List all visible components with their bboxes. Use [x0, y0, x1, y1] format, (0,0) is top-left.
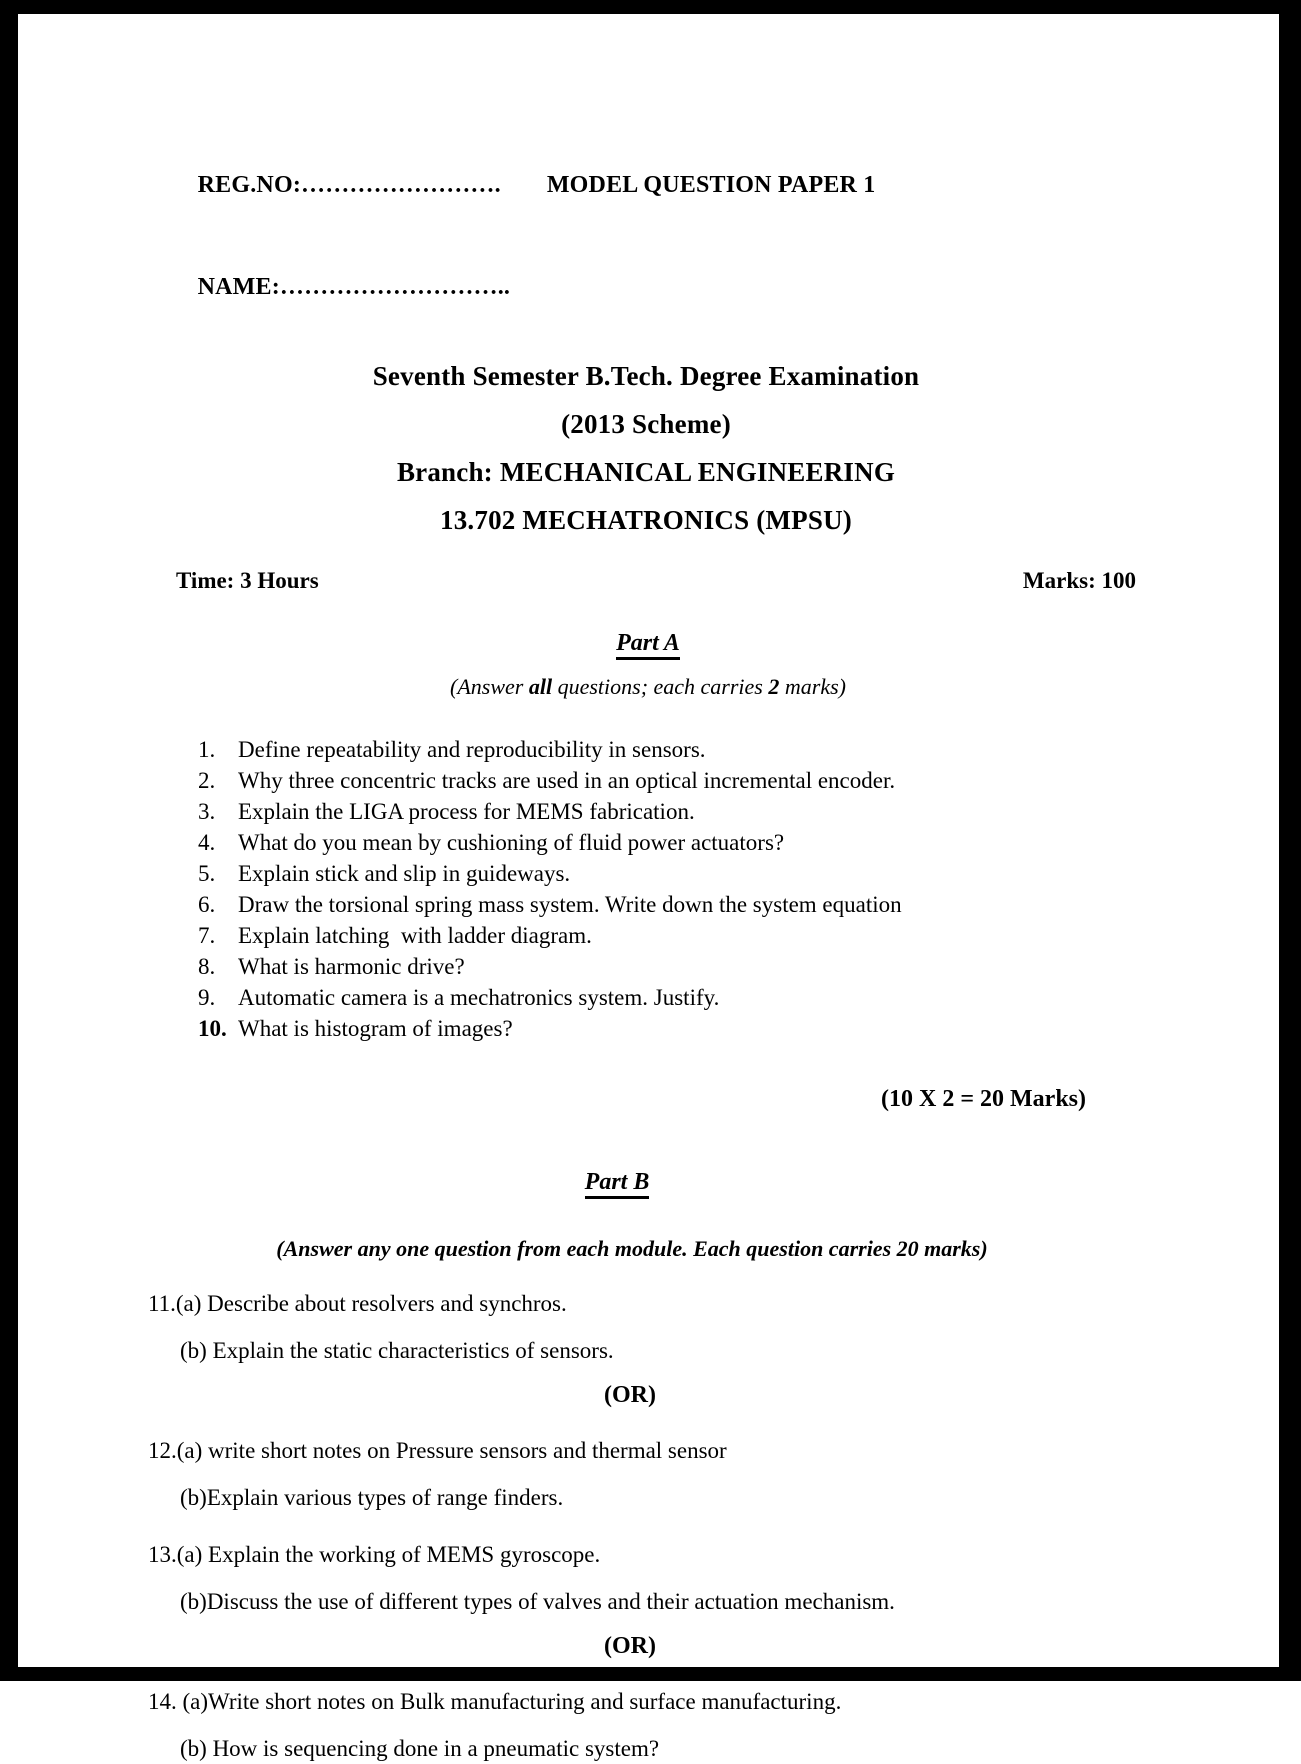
- time-marks-row: [148, 568, 1148, 594]
- part-b-question-item: 11.(a) Describe about resolvers and synchros.: [148, 1291, 567, 1316]
- part-b-question-item: (b)Explain various types of range finders.: [180, 1485, 564, 1510]
- question-text: Define repeatability and reproducibility in sensors.: [238, 737, 706, 762]
- course-title: 13.702 MECHATRONICS (MPSU): [440, 505, 852, 535]
- question-number: 5.: [198, 861, 216, 886]
- part-b-question-item: (b) Explain the static characteristics of sensors.: [180, 1338, 614, 1363]
- question-number: 8.: [198, 954, 216, 979]
- part-b-question-item: (b) How is sequencing done in a pneumatic system?: [180, 1736, 660, 1761]
- question-text: Explain the LIGA process for MEMS fabrication.: [238, 799, 695, 824]
- part-a-question-item: [148, 1013, 1148, 1044]
- part-a-question-item: [148, 796, 1148, 827]
- instruction-bold-marks: 2: [768, 674, 780, 699]
- part-a-question-list: [148, 734, 1148, 1044]
- part-a-question-item: [148, 982, 1148, 1013]
- branch-title: Branch: MECHANICAL ENGINEERING: [396, 457, 896, 487]
- question-text: What is harmonic drive?: [238, 954, 465, 979]
- part-b-heading: [148, 1169, 1148, 1196]
- document-content: [148, 134, 1148, 1764]
- name-row: [148, 236, 1148, 338]
- instruction-post: marks): [779, 674, 846, 699]
- model-question-paper-title: MODEL QUESTION PAPER 1: [546, 172, 876, 198]
- question-number: 7.: [198, 923, 216, 948]
- question-text: Explain latching with ladder diagram.: [238, 923, 592, 948]
- or-separator: (OR): [604, 1633, 656, 1659]
- question-number: 9.: [198, 985, 216, 1010]
- reg-no-label: REG.NO:…………………….: [197, 172, 501, 198]
- part-a-question-item: [148, 889, 1148, 920]
- part-a-question-item: [148, 920, 1148, 951]
- question-text: Automatic camera is a mechatronics system. Justify.: [238, 985, 720, 1010]
- part-b-question-item: 12.(a) write short notes on Pressure sensors and thermal sensor: [148, 1438, 727, 1463]
- scheme-title: (2013 Scheme): [561, 409, 731, 439]
- page-sheet: [18, 14, 1279, 1761]
- instruction-mid: questions; each carries: [552, 674, 769, 699]
- question-number: 10.: [198, 1016, 227, 1041]
- question-text: What is histogram of images?: [238, 1016, 513, 1041]
- question-number: 1.: [198, 737, 216, 762]
- instruction-pre: (Answer: [450, 674, 529, 699]
- part-b-heading-text: Part B: [585, 1169, 650, 1199]
- part-a-question-item: [148, 765, 1148, 796]
- part-a-instruction: [148, 674, 1148, 700]
- part-b-question-item: 13.(a) Explain the working of MEMS gyroscope.: [148, 1542, 601, 1567]
- exam-title: Seventh Semester B.Tech. Degree Examination: [372, 361, 920, 391]
- part-a-total-marks: (10 X 2 = 20 Marks): [881, 1086, 1086, 1112]
- part-b-question-list: [148, 1288, 1148, 1764]
- question-number: 2.: [198, 768, 216, 793]
- question-text: What do you mean by cushioning of fluid power actuators?: [238, 830, 785, 855]
- instruction-bold-all: all: [528, 674, 553, 699]
- part-b-question-item: 14. (a)Write short notes on Bulk manufacturing and surface manufacturing.: [148, 1689, 842, 1714]
- question-text: Explain stick and slip in guideways.: [238, 861, 571, 886]
- part-a-question-item: [148, 734, 1148, 765]
- question-text: Why three concentric tracks are used in an optical incremental encoder.: [238, 768, 896, 793]
- or-separator: (OR): [604, 1382, 656, 1408]
- part-a-question-item: [148, 827, 1148, 858]
- question-text: Draw the torsional spring mass system. Write down the system equation: [238, 892, 902, 917]
- part-b-instruction: (Answer any one question from each module. Each question carries 20 marks): [276, 1236, 988, 1261]
- part-a-question-item: [148, 858, 1148, 889]
- part-a-heading: [148, 630, 1148, 657]
- name-label: NAME:………………………..: [197, 274, 511, 300]
- question-number: 6.: [198, 892, 216, 917]
- part-a-question-item: [148, 951, 1148, 982]
- question-number: 4.: [198, 830, 216, 855]
- part-b-question-item: (b)Discuss the use of different types of valves and their actuation mechanism.: [180, 1589, 895, 1614]
- time-label: Time: 3 Hours: [176, 568, 319, 593]
- reg-no-row: [148, 134, 1148, 236]
- question-number: 3.: [198, 799, 216, 824]
- marks-label: Marks: 100: [1022, 568, 1136, 593]
- part-a-heading-text: Part A: [616, 630, 680, 660]
